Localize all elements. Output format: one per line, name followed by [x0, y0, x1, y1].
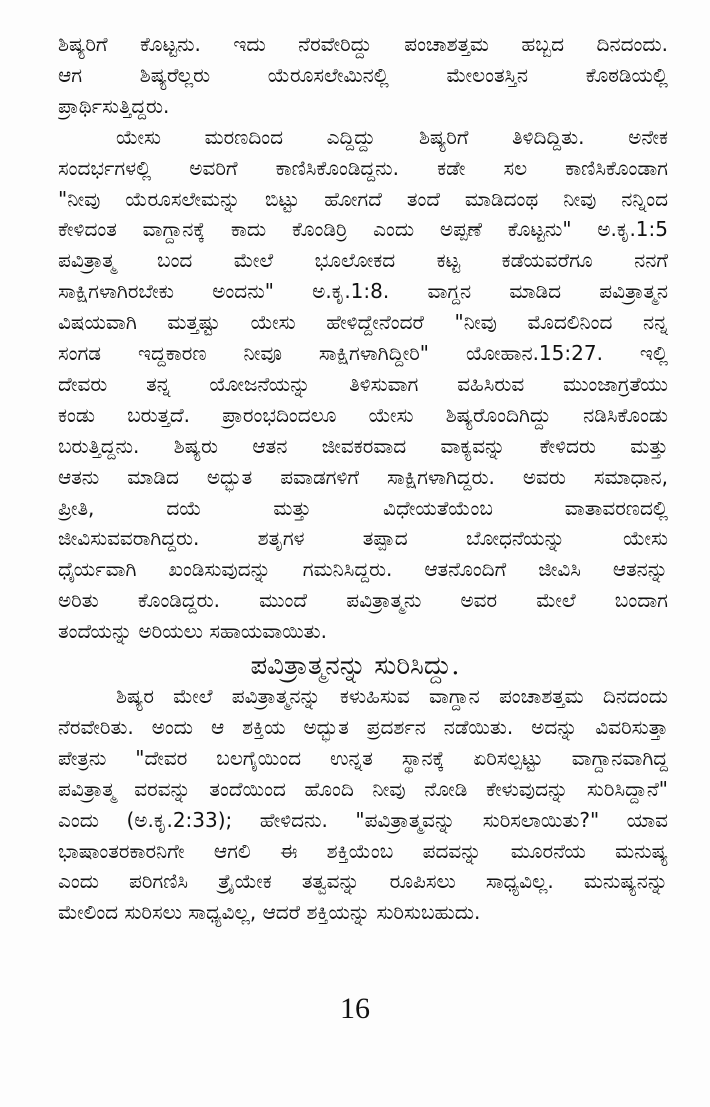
- text-line: ಧೈರ್ಯವಾಗಿ ಖಂಡಿಸುವುದನ್ನು ಗಮನಿಸಿದ್ದರು. ಆತನೊಂದಿಗೆ ಜೀವಿಸಿ ಆತನನ್ನು: [58, 557, 668, 582]
- text-line: ಜೀವಿಸುವವರಾಗಿದ್ದರು. ಶತೃಗಳ ತಪ್ಪಾದ ಬೋಧನೆಯನ್ನು ಯೇಸು: [58, 526, 668, 551]
- text-line: "ನೀವು ಯೆರೂಸಲೇಮನ್ನು ಬಿಟ್ಟು ಹೋಗದೆ ತಂದೆ ಮಾಡಿದಂಥ ನೀವು ನನ್ನಿಂದ: [58, 186, 668, 211]
- text-line: ಶಿಷ್ಯರಿಗೆ ಕೊಟ್ಟನು. ಇದು ನೆರವೇರಿದ್ದು ಪಂಚಾಶತ್ತಮ ಹಬ್ಬದ ದಿನದಂದು.: [58, 32, 668, 56]
- text-line: ದೇವರು ತನ್ನ ಯೋಜನೆಯನ್ನು ತಿಳಿಸುವಾಗ ವಹಿಸಿರುವ ಮುಂಜಾಗ್ರತೆಯು: [58, 371, 668, 396]
- text-line: ಆತನು ಮಾಡಿದ ಅದ್ಭುತ ಪವಾಡಗಳಿಗೆ ಸಾಕ್ಷಿಗಳಾಗಿದ್ದರು. ಅವರು ಸಮಾಧಾನ,: [58, 464, 668, 489]
- text-line: ಎಂದು ಪರಿಗಣಿಸಿ ತ್ರೈಯೇಕ ತತ್ವವನ್ನು ರೂಪಿಸಲು ಸಾಧ್ಯವಿಲ್ಲ. ಮನುಷ್ಯನನ್ನು: [58, 869, 668, 894]
- text-line: ಪವಿತ್ರಾತ್ಮ ವರವನ್ನು ತಂದೆಯಿಂದ ಹೊಂದಿ ನೀವು ನೋಡಿ ಕೇಳುವುದನ್ನು ಸುರಿಸಿದ್ದಾನೆ": [58, 776, 668, 801]
- text-line: ಸಾಕ್ಷಿಗಳಾಗಿರಬೇಕು ಅಂದನು" ಅ.ಕೃ.1:8. ವಾಗ್ದನ ಮಾಡಿದ ಪವಿತ್ರಾತ್ಮನ: [58, 279, 668, 304]
- text-line: ಯೇಸು ಮರಣದಿಂದ ಎದ್ದಿದ್ದು ಶಿಷ್ಯರಿಗೆ ತಿಳಿದಿದ್ದಿತು. ಅನೇಕ: [116, 124, 668, 149]
- text-line: ಎಂದು (ಅ.ಕೃ.2:33); ಹೇಳಿದನು. "ಪವಿತ್ರಾತ್ಮವನ್ನು ಸುರಿಸಲಾಯಿತು?" ಯಾವ: [58, 807, 668, 832]
- text-line: ಕಂಡು ಬರುತ್ತದೆ. ಪ್ರಾರಂಭದಿಂದಲೂ ಯೇಸು ಶಿಷ್ಯರೊಂದಿಗಿದ್ದು ನಡಿಸಿಕೊಂಡು: [58, 402, 668, 427]
- text-line: ಶಿಷ್ಯರ ಮೇಲೆ ಪವಿತ್ರಾತ್ಮನನ್ನು ಕಳುಹಿಸುವ ವಾಗ್ದಾನ ಪಂಚಾಶತ್ತಮ ದಿನದಂದು: [116, 684, 668, 708]
- section-heading: ಪವಿತ್ರಾತ್ಮನನ್ನು ಸುರಿಸಿದ್ದು.: [250, 651, 460, 681]
- text-line: ಮೇಲಿಂದ ಸುರಿಸಲು ಸಾಧ್ಯವಿಲ್ಲ, ಆದರೆ ಶಕ್ತಿಯನ್ನು ಸುರಿಸುಬಹುದು.: [58, 900, 481, 925]
- text-line: ವಿಷಯವಾಗಿ ಮತ್ತಷ್ಟು ಯೇಸು ಹೇಳಿದ್ದೇನೆಂದರೆ "ನೀವು ಮೊದಲಿನಿಂದ ನನ್ನ: [58, 310, 668, 335]
- text-line: ಆಗ ಶಿಷ್ಯರೆಲ್ಲರು ಯೆರೂಸಲೇಮಿನಲ್ಲಿ ಮೇಲಂತಸ್ತಿನ ಕೊಠಡಿಯಲ್ಲಿ: [58, 62, 668, 87]
- text-line: ಪ್ರಾರ್ಥಿಸುತ್ತಿದ್ದರು.: [58, 93, 170, 118]
- text-line: ಅರಿತು ಕೊಂಡಿದ್ದರು. ಮುಂದೆ ಪವಿತ್ರಾತ್ಮನು ಅವರ ಮೇಲೆ ಬಂದಾಗ: [58, 588, 668, 613]
- text-line: ಭಾಷಾಂತರಕಾರನಿಗೇ ಆಗಲಿ ಈ ಶಕ್ತಿಯೆಂಬ ಪದವನ್ನು ಮೂರನೆಯ ಮನುಷ್ಯ: [58, 838, 668, 863]
- text-line: ಸಂಗಡ ಇದ್ದಕಾರಣ ನೀವೂ ಸಾಕ್ಷಿಗಳಾಗಿದ್ದೀರಿ" ಯೋಹಾನ.15:27. ಇಲ್ಲಿ: [58, 341, 668, 365]
- text-line: ನೆರವೇರಿತು. ಅಂದು ಆ ಶಕ್ತಿಯ ಅದ್ಭುತ ಪ್ರದರ್ಶನ ನಡೆಯಿತು. ಅದನ್ನು ವಿವರಿಸುತ್ತಾ: [58, 714, 668, 739]
- text-line: ಪೇತ್ರನು "ದೇವರ ಬಲಗೈಯಿಂದ ಉನ್ನತ ಸ್ಥಾನಕ್ಕೆ ಏರಿಸಲ್ಪಟ್ಟು ವಾಗ್ದಾನವಾಗಿದ್ದ: [58, 745, 668, 770]
- text-line: ಬರುತ್ತಿದ್ದನು. ಶಿಷ್ಯರು ಆತನ ಜೀವಕರವಾದ ವಾಕ್ಯವನ್ನು ಕೇಳಿದರು ಮತ್ತು: [58, 433, 668, 458]
- text-line: ಪವಿತ್ರಾತ್ಮ ಬಂದ ಮೇಲೆ ಭೂಲೋಕದ ಕಟ್ಟ ಕಡೆಯವರೆಗೂ ನನಗೆ: [58, 248, 668, 273]
- text-line: ಕೇಳಿದಂತ ವಾಗ್ದಾನಕ್ಕೆ ಕಾದು ಕೊಂಡಿರ್ರಿ ಎಂದು ಅಪ್ಪಣೆ ಕೊಟ್ಟನು" ಅ.ಕೃ.1:5: [58, 217, 668, 242]
- page-number: 16: [340, 992, 370, 1025]
- text-line: ಸಂದರ್ಭಗಳಲ್ಲಿ ಅವರಿಗೆ ಕಾಣಿಸಿಕೊಂಡಿದ್ದನು. ಕಡೇ ಸಲ ಕಾಣಿಸಿಕೊಂಡಾಗ: [58, 155, 668, 180]
- text-line: ಪ್ರೀತಿ, ದಯೆ ಮತ್ತು ವಿಧೇಯತೆಯೆಂಬ ವಾತಾವರಣದಲ್ಲಿ: [58, 495, 668, 520]
- text-line: ತಂದೆಯನ್ನು ಅರಿಯಲು ಸಹಾಯವಾಯಿತು.: [58, 619, 327, 644]
